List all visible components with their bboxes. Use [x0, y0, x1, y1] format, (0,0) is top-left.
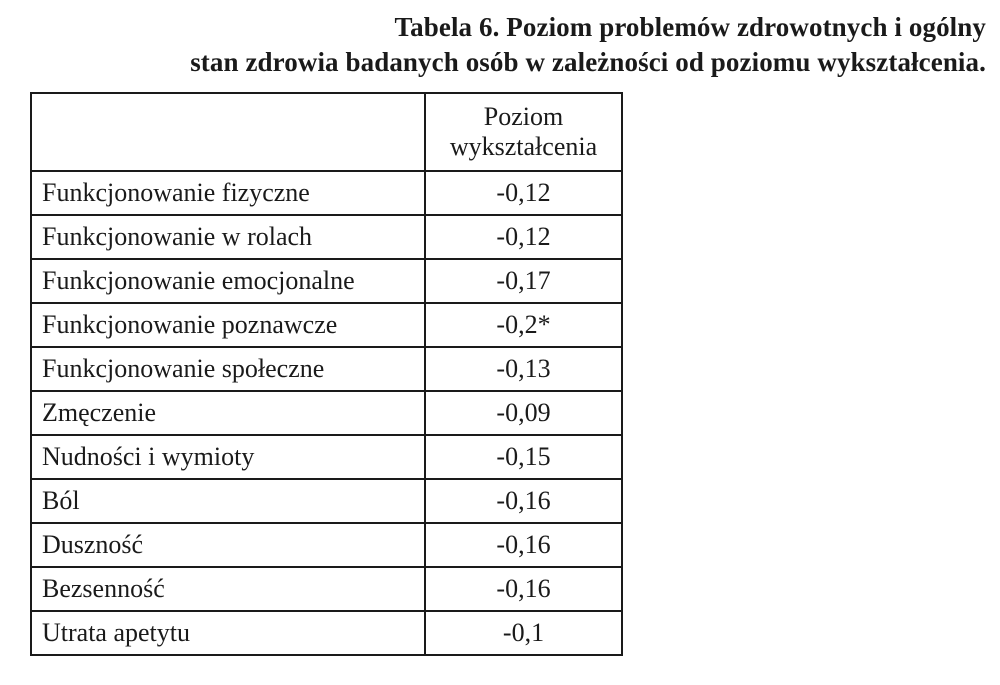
row-value: -0,12 — [425, 171, 622, 215]
column-header-education-level — [425, 93, 622, 171]
table-row — [31, 611, 622, 655]
table-row — [31, 303, 622, 347]
row-label: Nudności i wymioty — [31, 435, 425, 479]
table-row — [31, 259, 622, 303]
row-value: -0,2* — [425, 303, 622, 347]
row-label: Utrata apetytu — [31, 611, 425, 655]
row-value: -0,09 — [425, 391, 622, 435]
row-value: -0,16 — [425, 523, 622, 567]
table-row — [31, 567, 622, 611]
column-header-line-2: wykształcenia — [449, 132, 598, 161]
row-label: Duszność — [31, 523, 425, 567]
caption-line-1: Tabela 6. Poziom problemów zdrowotnych i ogólny — [394, 12, 986, 42]
row-label: Ból — [31, 479, 425, 523]
row-value: -0,16 — [425, 479, 622, 523]
table-caption — [86, 10, 986, 80]
row-label: Funkcjonowanie emocjonalne — [31, 259, 425, 303]
table-row — [31, 479, 622, 523]
row-label: Zmęczenie — [31, 391, 425, 435]
row-label: Funkcjonowanie fizyczne — [31, 171, 425, 215]
row-value: -0,12 — [425, 215, 622, 259]
table-row — [31, 391, 622, 435]
empty-corner-cell — [31, 93, 425, 171]
table-row — [31, 171, 622, 215]
row-label: Funkcjonowanie społeczne — [31, 347, 425, 391]
column-header-line-1: Poziom — [483, 102, 564, 131]
table-row — [31, 435, 622, 479]
table-header-row — [31, 93, 622, 171]
correlation-table — [30, 92, 623, 656]
caption-line-2: stan zdrowia badanych osób w zależności od poziomu wykształcenia. — [190, 47, 986, 77]
row-value: -0,13 — [425, 347, 622, 391]
row-value: -0,1 — [425, 611, 622, 655]
row-value: -0,16 — [425, 567, 622, 611]
row-label: Funkcjonowanie w rolach — [31, 215, 425, 259]
row-value: -0,17 — [425, 259, 622, 303]
row-label: Bezsenność — [31, 567, 425, 611]
table-row — [31, 347, 622, 391]
table-row — [31, 215, 622, 259]
row-label: Funkcjonowanie poznawcze — [31, 303, 425, 347]
table-row — [31, 523, 622, 567]
row-value: -0,15 — [425, 435, 622, 479]
